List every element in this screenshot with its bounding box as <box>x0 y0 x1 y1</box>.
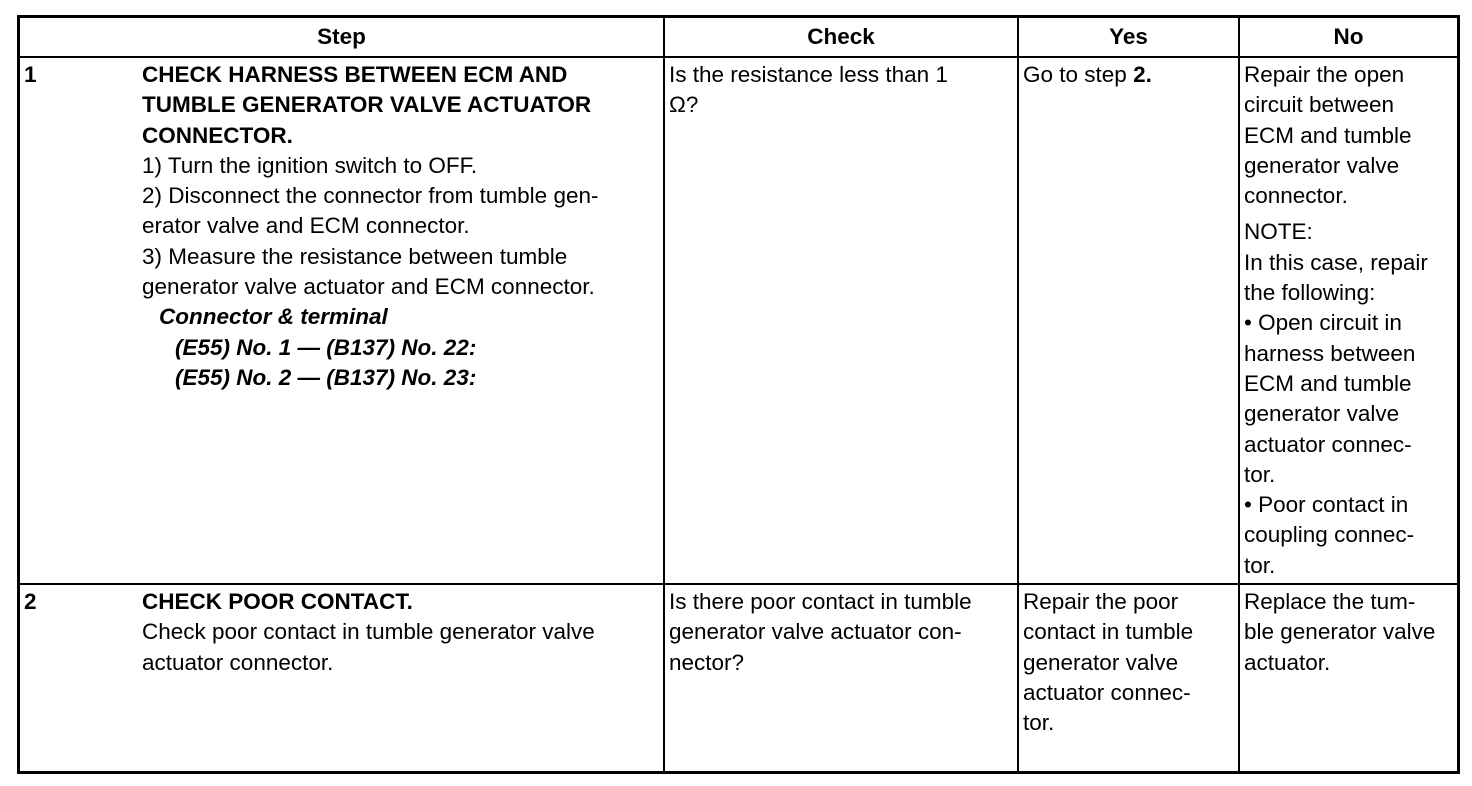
check-line: nector? <box>669 649 745 675</box>
column-divider <box>1238 18 1240 771</box>
no-action <box>1244 60 1428 581</box>
step-title-line: TUMBLE GENERATOR VALVE ACTUATOR <box>142 92 592 118</box>
yes-action <box>1023 587 1193 738</box>
step-title-line: CHECK HARNESS BETWEEN ECM AND <box>142 62 568 87</box>
step-title-line: CONNECTOR. <box>142 122 293 148</box>
column-divider <box>663 18 665 771</box>
spec-title: Connector & terminal <box>159 304 388 330</box>
note-line: • Poor contact in <box>1244 492 1409 518</box>
column-divider <box>1017 18 1019 771</box>
yes-action <box>1023 60 1152 90</box>
header-check: Check <box>807 24 875 49</box>
yes-line: contact in tumble <box>1023 619 1194 645</box>
step-number: 2 <box>24 589 37 614</box>
header-divider <box>20 56 1457 58</box>
check-question <box>669 60 948 121</box>
note-line: the following: <box>1244 280 1376 306</box>
step-line: 1) Turn the ignition switch to OFF. <box>142 152 478 178</box>
diagnostic-table <box>17 15 1460 774</box>
spec-line: (E55) No. 2 — (B137) No. 23: <box>175 364 477 390</box>
note-line: tor. <box>1244 552 1276 578</box>
no-line: generator valve <box>1244 152 1400 178</box>
check-line: Ω? <box>669 92 699 118</box>
step-line: 3) Measure the resistance between tumble <box>142 243 568 269</box>
yes-line: Repair the poor <box>1023 589 1179 614</box>
note-label: NOTE: <box>1244 219 1313 245</box>
no-line: ble generator valve <box>1244 619 1436 645</box>
check-line: Is there poor contact in tumble <box>669 589 972 614</box>
step-line: 2) Disconnect the connector from tumble gen- <box>142 183 599 209</box>
step-instructions <box>142 587 595 678</box>
check-line: Is the resistance less than 1 <box>669 62 948 87</box>
row-divider <box>20 583 1457 585</box>
no-line: connector. <box>1244 183 1348 209</box>
header-step: Step <box>317 24 366 49</box>
no-line: ECM and tumble <box>1244 122 1412 148</box>
spec-line: (E55) No. 1 — (B137) No. 22: <box>175 334 477 360</box>
check-question <box>669 587 972 678</box>
yes-line: tor. <box>1023 710 1055 736</box>
no-line: actuator. <box>1244 649 1331 675</box>
yes-line: actuator connec- <box>1023 679 1191 705</box>
step-title-line: CHECK POOR CONTACT. <box>142 589 413 614</box>
step-instructions <box>142 60 598 393</box>
note-line: tor. <box>1244 461 1276 487</box>
step-number: 1 <box>24 62 37 87</box>
yes-line: generator valve <box>1023 649 1179 675</box>
check-line: generator valve actuator con- <box>669 619 962 645</box>
step-line: generator valve actuator and ECM connector. <box>142 274 595 300</box>
no-line: Repair the open <box>1244 62 1405 87</box>
note-line: • Open circuit in <box>1244 310 1402 336</box>
yes-text: Go to step <box>1023 62 1134 87</box>
step-line: erator valve and ECM connector. <box>142 213 470 239</box>
note-line: In this case, repair <box>1244 249 1428 275</box>
note-line: actuator connec- <box>1244 431 1412 457</box>
no-line: circuit between <box>1244 92 1395 118</box>
step-line: actuator connector. <box>142 649 334 675</box>
header-yes: Yes <box>1109 24 1148 49</box>
no-line: Replace the tum- <box>1244 589 1416 614</box>
step-line: Check poor contact in tumble generator valve <box>142 619 595 645</box>
note-line: harness between <box>1244 340 1416 366</box>
note-line: coupling connec- <box>1244 522 1415 548</box>
no-action <box>1244 587 1435 678</box>
header-no: No <box>1333 24 1364 49</box>
yes-step-ref: 2. <box>1133 62 1152 87</box>
note-line: generator valve <box>1244 401 1400 427</box>
note-line: ECM and tumble <box>1244 370 1412 396</box>
